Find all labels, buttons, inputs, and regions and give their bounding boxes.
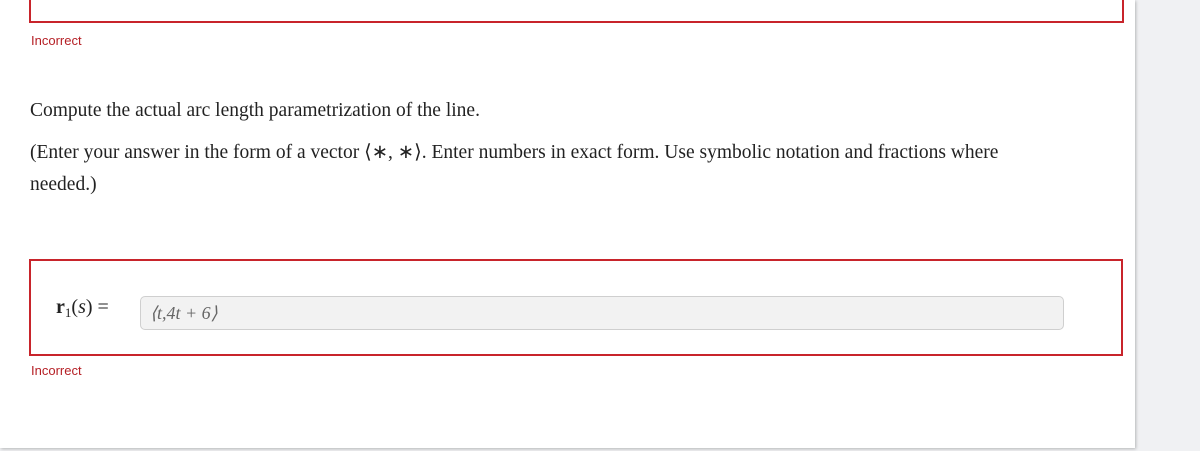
instructions-line-1: (Enter your answer in the form of a vector ⟨∗, ∗⟩. Enter numbers in exact form. Use symbolic notation and fractions where [30, 142, 999, 163]
previous-feedback: Incorrect [31, 33, 82, 48]
label-variable: s [78, 296, 86, 318]
previous-answer-box[interactable] [29, 0, 1124, 23]
answer-feedback: Incorrect [31, 363, 82, 378]
instructions-line-2: needed.) [30, 174, 97, 195]
label-subscript: 1 [64, 305, 72, 320]
answer-input[interactable]: ⟨t,4t + 6⟩ [140, 296, 1064, 330]
answer-box [29, 259, 1123, 356]
label-vector: r [56, 296, 65, 318]
question-instructions [30, 137, 1090, 201]
answer-label: $r_1(s)$ = [56, 296, 109, 320]
question-prompt: Compute the actual arc length parametrization of the line. [30, 100, 480, 121]
